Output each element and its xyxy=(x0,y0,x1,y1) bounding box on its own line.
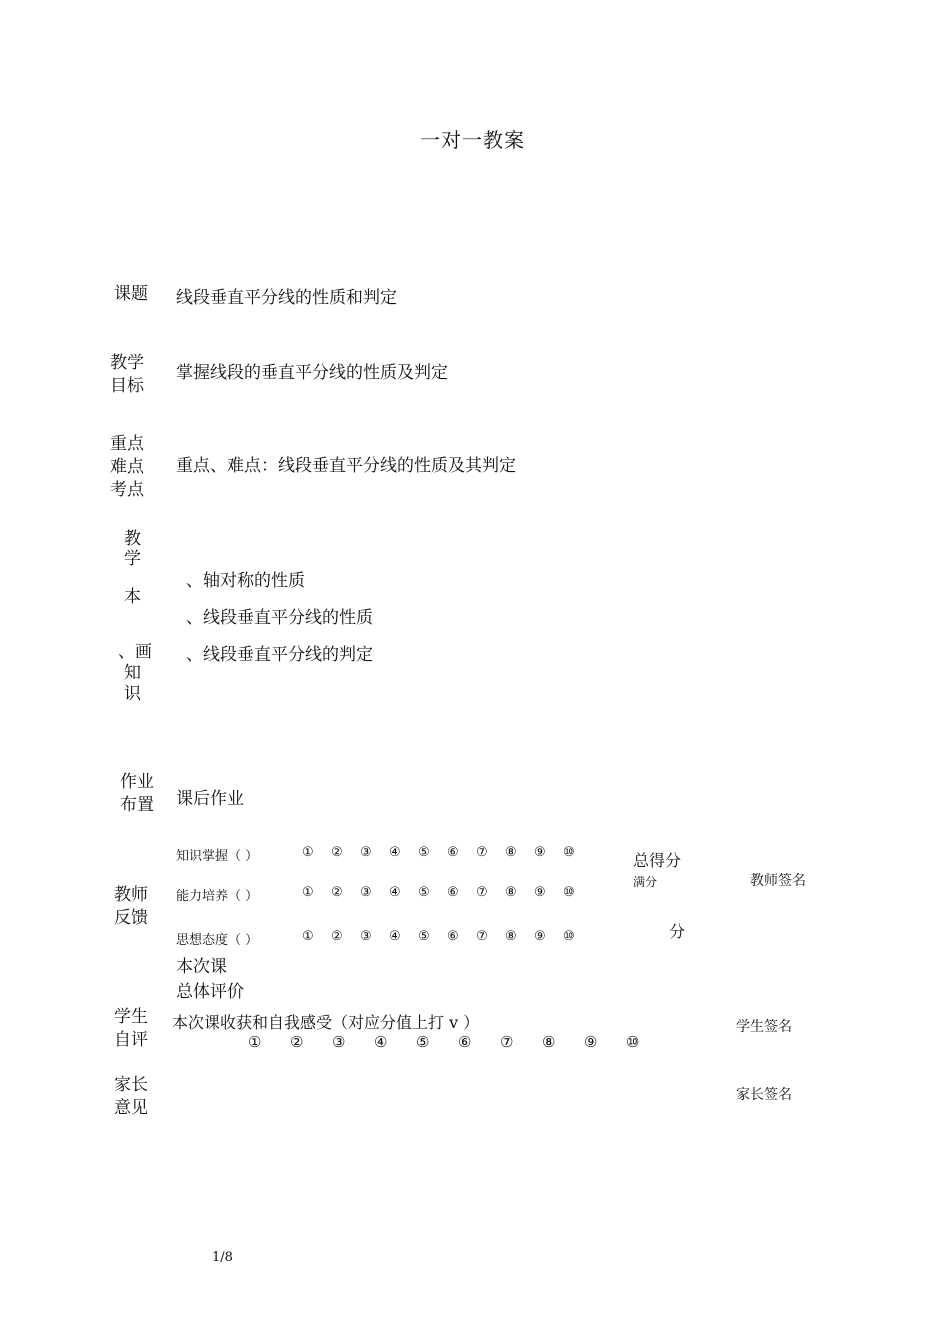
page-number: 1/8 xyxy=(212,1250,233,1265)
kb-label-4: 、画 xyxy=(118,642,152,662)
score-option[interactable]: ① xyxy=(302,845,314,860)
score-option[interactable]: ⑨ xyxy=(534,929,546,944)
full-score-label: 满分 xyxy=(633,875,658,889)
score-option[interactable]: ⑩ xyxy=(563,845,575,860)
score-option[interactable]: ⑥ xyxy=(458,1033,472,1051)
score-option[interactable]: ⑥ xyxy=(447,845,459,860)
key-label: 重点 难点 考点 xyxy=(110,434,144,500)
score-option[interactable]: ① xyxy=(302,885,314,900)
score-row-3 xyxy=(302,929,592,944)
score-option[interactable]: ⑦ xyxy=(500,1033,514,1051)
score-option[interactable]: ⑩ xyxy=(626,1033,640,1051)
score-option[interactable]: ⑤ xyxy=(418,885,430,900)
teacher-signature: 教师签名 xyxy=(750,873,806,889)
hw-text: 课后作业 xyxy=(176,789,244,809)
kb-label-5: 知 xyxy=(124,663,141,683)
score-row-1 xyxy=(302,845,592,860)
kb-label-1: 教 xyxy=(124,529,141,549)
score-option[interactable]: ④ xyxy=(389,929,401,944)
score-option[interactable]: ① xyxy=(302,929,314,944)
score-option[interactable]: ⑥ xyxy=(447,929,459,944)
score-option[interactable]: ② xyxy=(290,1033,304,1051)
score-option[interactable]: ② xyxy=(331,845,343,860)
score-option[interactable]: ⑧ xyxy=(505,929,517,944)
score-option[interactable]: ⑧ xyxy=(505,885,517,900)
score-option[interactable]: ⑨ xyxy=(584,1033,598,1051)
score-option[interactable]: ⑤ xyxy=(416,1033,430,1051)
score-option[interactable]: ⑦ xyxy=(476,929,488,944)
score-option[interactable]: ④ xyxy=(389,845,401,860)
goal-label: 教学 目标 xyxy=(110,353,144,396)
score-unit: 分 xyxy=(669,922,686,941)
self-eval-scores xyxy=(248,1033,668,1051)
kb-item: 、线段垂直平分线的性质 xyxy=(186,608,373,628)
score-option[interactable]: ④ xyxy=(374,1033,388,1051)
score-option[interactable]: ③ xyxy=(332,1033,346,1051)
kb-item: 、线段垂直平分线的判定 xyxy=(186,645,373,665)
score-option[interactable]: ⑧ xyxy=(542,1033,556,1051)
score-option[interactable]: ⑨ xyxy=(534,845,546,860)
score-option[interactable]: ⑥ xyxy=(447,885,459,900)
score-option[interactable]: ③ xyxy=(360,885,372,900)
goal-text: 掌握线段的垂直平分线的性质及判定 xyxy=(176,363,448,383)
overall-eval-label-1: 本次课 xyxy=(176,957,227,977)
score-option[interactable]: ① xyxy=(248,1033,262,1051)
score-option[interactable]: ⑦ xyxy=(476,845,488,860)
kb-label-2: 学 xyxy=(124,549,141,569)
self-eval-label: 学生 自评 xyxy=(114,1007,148,1050)
feedback-row-name: 知识掌握（ ） xyxy=(176,849,259,864)
topic-text: 线段垂直平分线的性质和判定 xyxy=(176,288,397,308)
feedback-row-name: 能力培养（ ） xyxy=(176,889,259,904)
kb-item: 、轴对称的性质 xyxy=(186,571,305,591)
score-option[interactable]: ③ xyxy=(360,845,372,860)
kb-label-6: 识 xyxy=(124,684,141,704)
score-row-2 xyxy=(302,885,592,900)
score-option[interactable]: ② xyxy=(331,885,343,900)
hw-label: 作业 布置 xyxy=(120,772,154,815)
score-option[interactable]: ⑤ xyxy=(418,845,430,860)
topic-label: 课题 xyxy=(114,284,148,304)
self-eval-text: 本次课收获和自我感受（对应分值上打 v ） xyxy=(172,1013,480,1032)
score-option[interactable]: ③ xyxy=(360,929,372,944)
parent-label: 家长 意见 xyxy=(114,1075,148,1118)
key-text: 重点、难点：线段垂直平分线的性质及其判定 xyxy=(176,456,516,476)
score-option[interactable]: ⑩ xyxy=(563,885,575,900)
score-option[interactable]: ⑤ xyxy=(418,929,430,944)
score-option[interactable]: ⑧ xyxy=(505,845,517,860)
score-option[interactable]: ⑨ xyxy=(534,885,546,900)
score-option[interactable]: ④ xyxy=(389,885,401,900)
score-option[interactable]: ⑩ xyxy=(563,929,575,944)
page-title: 一对一教案 xyxy=(420,128,525,152)
parent-signature: 家长签名 xyxy=(736,1087,792,1103)
total-score-label: 总得分 xyxy=(633,851,682,870)
overall-eval-label-2: 总体评价 xyxy=(176,982,244,1002)
kb-label-3: 本 xyxy=(124,587,141,607)
score-option[interactable]: ⑦ xyxy=(476,885,488,900)
feedback-label: 教师 反馈 xyxy=(114,885,148,928)
student-signature: 学生签名 xyxy=(736,1019,792,1035)
feedback-row-name: 思想态度（ ） xyxy=(176,933,259,948)
score-option[interactable]: ② xyxy=(331,929,343,944)
